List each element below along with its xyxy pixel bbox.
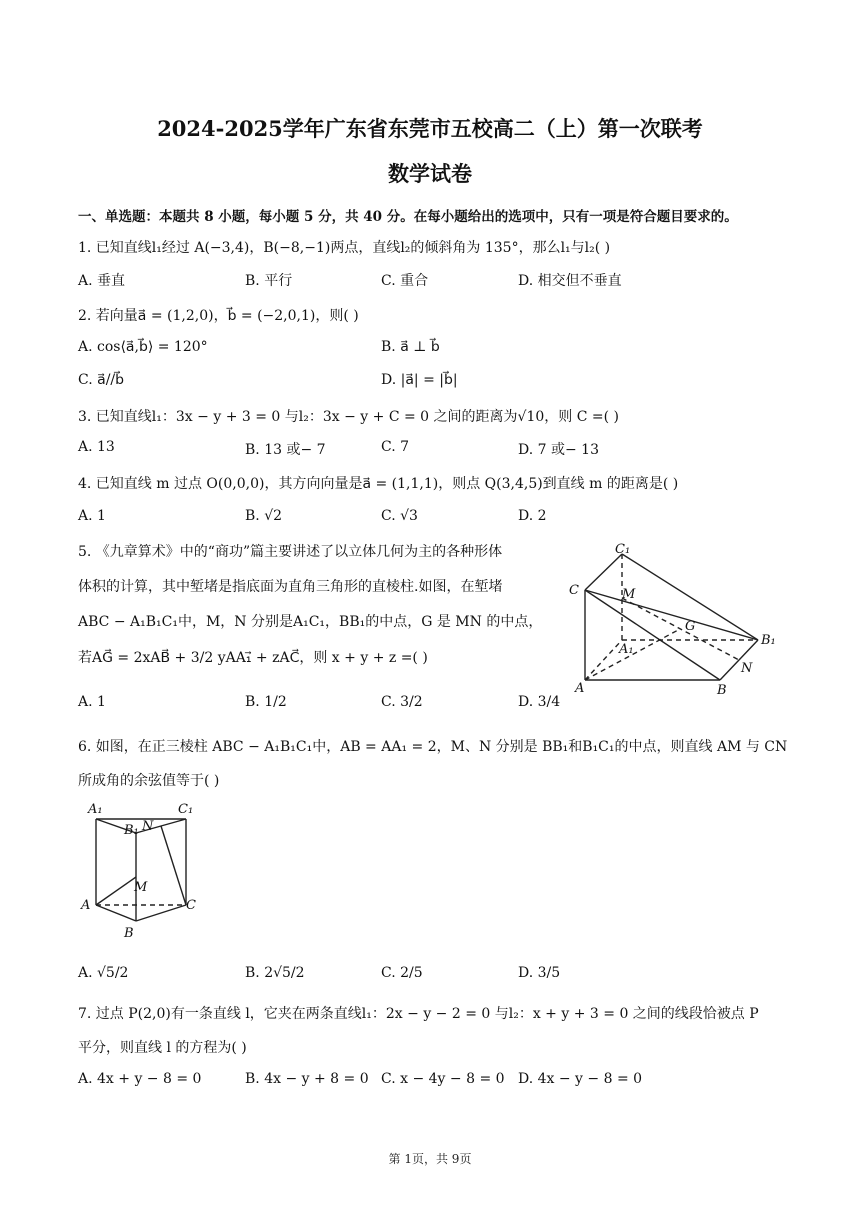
question-5-stem-line4: 若AG⃗ = 2xAB⃗ + 3/2 yAA₁⃗ + zAC⃗，则 x + y + z =( ) xyxy=(78,650,428,666)
question-1-stem: 1. 已知直线l₁经过 A(−3,4)，B(−8,−1)两点，直线l₂的倾斜角为 135°，那么l₁与l₂( ) xyxy=(78,240,611,256)
label-C1: C₁ xyxy=(178,802,194,817)
question-5-stem-line1: 5. 《九章算术》中的“商功”篇主要讲述了以立体几何为主的各种形体 xyxy=(78,544,503,560)
label-A: A xyxy=(81,898,91,913)
q7-option-c: C. x − 4y − 8 = 0 xyxy=(381,1071,505,1087)
question-5-stem-line2: 体积的计算，其中堑堵是指底面为直角三角形的直棱柱.如图，在堑堵 xyxy=(78,579,503,595)
figure-5-prism xyxy=(565,540,790,700)
q6-option-d: D. 3/5 xyxy=(518,965,561,981)
q2-option-a: A. cos⟨a⃗,b⃗⟩ = 120° xyxy=(78,339,208,355)
edge-a-a1 xyxy=(585,640,622,680)
q1-option-d: D. 相交但不垂直 xyxy=(518,273,622,289)
figure-6-prism xyxy=(78,798,208,948)
q7-option-d: D. 4x − y − 8 = 0 xyxy=(518,1071,643,1087)
q3-option-c: C. 7 xyxy=(381,439,410,455)
label-B1: B₁ xyxy=(124,823,139,838)
q1-option-b: B. 平行 xyxy=(245,273,293,289)
q5-option-b: B. 1/2 xyxy=(245,694,287,710)
q3-option-b: B. 13 或− 7 xyxy=(245,442,326,458)
label-M: M xyxy=(622,587,636,602)
label-C1: C₁ xyxy=(615,542,631,557)
q1-option-a: A. 垂直 xyxy=(78,273,126,289)
label-A1: A₁ xyxy=(88,802,103,817)
label-B1: B₁ xyxy=(761,633,776,648)
question-7-stem-line1: 7. 过点 P(2,0)有一条直线 l，它夹在两条直线l₁：2x − y − 2 = 0 与l₂：x + y + 3 = 0 之间的线段恰被点 P xyxy=(78,1006,759,1022)
label-G: G xyxy=(685,619,696,634)
edge-b-c xyxy=(136,905,186,921)
q2-option-b: B. a⃗ ⊥ b⃗ xyxy=(381,339,440,355)
label-B: B xyxy=(124,926,134,941)
page-subtitle: 数学试卷 xyxy=(388,161,472,186)
q5-option-d: D. 3/4 xyxy=(518,694,561,710)
q1-option-c: C. 重合 xyxy=(381,273,429,289)
segment-a-m xyxy=(96,877,136,905)
question-6-stem-line1: 6. 如图，在正三棱柱 ABC − A₁B₁C₁中，AB = AA₁ = 2，M、N 分别是 BB₁和B₁C₁的中点，则直线 AM 与 CN xyxy=(78,739,788,755)
q6-option-c: C. 2/5 xyxy=(381,965,423,981)
q2-option-d: D. |a⃗| = |b⃗| xyxy=(381,372,458,388)
q5-option-a: A. 1 xyxy=(78,694,106,710)
page-footer: 第 1页，共 9页 xyxy=(388,1152,472,1166)
edge-a-b xyxy=(96,905,136,921)
label-M: M xyxy=(134,880,148,895)
page-title: 2024-2025学年广东省东莞市五校高二（上）第一次联考 xyxy=(157,116,703,141)
q4-option-c: C. √3 xyxy=(381,508,418,524)
q7-option-b: B. 4x − y + 8 = 0 xyxy=(245,1071,369,1087)
question-2-stem: 2. 若向量a⃗ = (1,2,0)，b⃗ = (−2,0,1)，则( ) xyxy=(78,308,359,324)
label-B: B xyxy=(717,683,727,698)
label-N: N xyxy=(741,661,753,676)
question-5-stem-line3: ABC − A₁B₁C₁中，M，N 分别是A₁C₁，BB₁的中点，G 是 MN 的中点， xyxy=(78,614,543,630)
label-C: C xyxy=(186,898,196,913)
q4-option-b: B. √2 xyxy=(245,508,283,524)
q2-option-c: C. a⃗//b⃗ xyxy=(78,372,125,388)
label-A: A xyxy=(575,681,585,696)
question-7-stem-line2: 平分，则直线 l 的方程为( ) xyxy=(78,1040,247,1056)
label-C: C xyxy=(569,583,579,598)
q4-option-d: D. 2 xyxy=(518,508,547,524)
q3-option-d: D. 7 或− 13 xyxy=(518,442,599,458)
question-6-stem-line2: 所成角的余弦值等于( ) xyxy=(78,773,220,789)
edge-c1-c xyxy=(585,554,622,590)
section-heading: 一、单选题：本题共 8 小题，每小题 5 分，共 40 分。在每小题给出的选项中，只有一项是符合题目要求的。 xyxy=(78,209,738,225)
q4-option-a: A. 1 xyxy=(78,508,106,524)
q5-option-c: C. 3/2 xyxy=(381,694,423,710)
q6-option-b: B. 2√5/2 xyxy=(245,965,305,981)
question-3-stem: 3. 已知直线l₁：3x − y + 3 = 0 与l₂：3x − y + C = 0 之间的距离为√10，则 C =( ) xyxy=(78,409,619,425)
question-4-stem: 4. 已知直线 m 过点 O(0,0,0)，其方向向量是a⃗ = (1,1,1)，则点 Q(3,4,5)到直线 m 的距离是( ) xyxy=(78,476,679,492)
q3-option-a: A. 13 xyxy=(78,439,115,455)
label-N: N xyxy=(142,819,154,834)
q7-option-a: A. 4x + y − 8 = 0 xyxy=(78,1071,202,1087)
edge-c-b1 xyxy=(585,590,758,640)
segment-c-n xyxy=(161,826,186,905)
q6-option-a: A. √5/2 xyxy=(78,965,129,981)
label-A1: A₁ xyxy=(619,642,634,657)
